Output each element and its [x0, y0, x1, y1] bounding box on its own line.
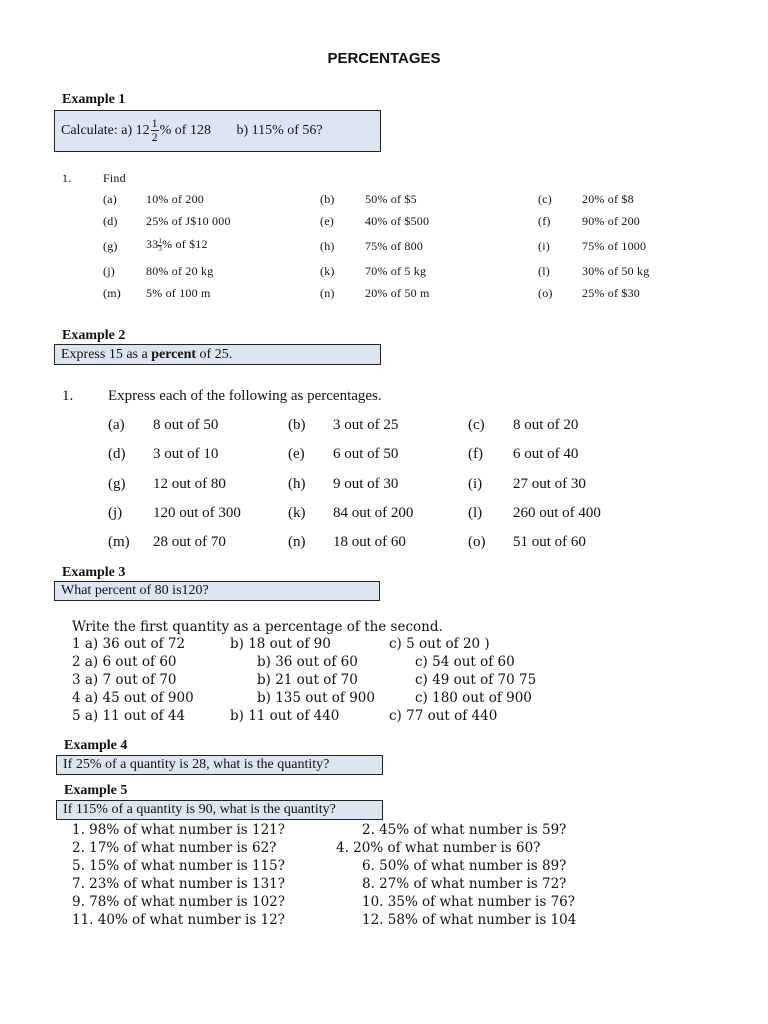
exercise-2-label: Express each of the following as percentages.: [108, 388, 382, 404]
exercise-2-item-text: 12 out of 80: [153, 476, 226, 492]
exercise-3-cell: c) 5 out of 20 ): [389, 636, 490, 652]
exercise-1-item-text: 10% of 200: [146, 192, 204, 206]
exercise-1-item-text: 20% of 50 m: [365, 286, 430, 300]
exercise-2-item-text: 18 out of 60: [333, 534, 406, 550]
exercise-2-item-text: 120 out of 300: [153, 505, 241, 521]
exercise-1-item-text: 75% of 1000: [582, 239, 647, 253]
exercise-2-item-label: (j): [108, 505, 123, 521]
example-2-text-bold: percent: [151, 347, 197, 362]
exercise-1-item-text: [146, 237, 208, 253]
exercise-3-cell: b) 21 out of 70: [257, 672, 358, 688]
exercise-1-item-label: (e): [320, 214, 334, 228]
exercise-1-item-label: (j): [103, 264, 115, 278]
page-title: PERCENTAGES: [327, 50, 441, 67]
example-1-text-b: % of 128: [159, 123, 211, 138]
exercise-1-item-text: 80% of 20 kg: [146, 264, 214, 278]
exercise-3-cell: b) 18 out of 90: [230, 636, 331, 652]
exercise-5-question: 5. 15% of what number is 115?: [72, 858, 286, 874]
exercise-2-item-label: (i): [468, 476, 483, 492]
exercise-1-item-label: (k): [320, 264, 335, 278]
item-text-a: 33: [146, 237, 159, 251]
exercise-1-item-label: (a): [103, 192, 117, 206]
example-5-box: If 115% of a quantity is 90, what is the quantity?: [56, 800, 383, 820]
exercise-2-item-label: (e): [288, 446, 305, 462]
exercise-2-item-text: 8 out of 50: [153, 417, 219, 433]
exercise-5-question: 6. 50% of what number is 89?: [362, 858, 567, 874]
exercise-2-item-text: 27 out of 30: [513, 476, 586, 492]
exercise-3-cell: 4 a) 45 out of 900: [72, 690, 194, 706]
exercise-5-question: 10. 35% of what number is 76?: [362, 894, 576, 910]
fraction-half: [151, 117, 159, 144]
exercise-3-cell: 5 a) 11 out of 44: [72, 708, 186, 724]
exercise-2-item-text: 84 out of 200: [333, 505, 414, 521]
exercise-1-item-label: (b): [320, 192, 335, 206]
exercise-3-cell: c) 54 out of 60: [415, 654, 515, 670]
exercise-1-item-text: 25% of J$10 000: [146, 214, 231, 228]
exercise-3-cell: b) 135 out of 900: [257, 690, 375, 706]
exercise-2-item-label: (h): [288, 476, 306, 492]
exercise-2-number: 1.: [62, 388, 74, 404]
exercise-5-question: 1. 98% of what number is 121?: [72, 822, 286, 838]
exercise-2-item-label: (o): [468, 534, 486, 550]
exercise-1-item-text: 20% of $8: [582, 192, 634, 206]
exercise-3-cell: 3 a) 7 out of 70: [72, 672, 177, 688]
exercise-2-item-label: (k): [288, 505, 306, 521]
fraction-denominator: 3: [158, 244, 163, 253]
exercise-5-question: 2. 17% of what number is 62?: [72, 840, 277, 856]
fraction-numerator: 1: [151, 116, 158, 131]
example-2-text-a: Express 15 as a: [61, 347, 152, 362]
exercise-1-item-label: (d): [103, 214, 118, 228]
example-4-heading: Example 4: [64, 738, 128, 753]
exercise-2-item-text: 260 out of 400: [513, 505, 601, 521]
exercise-5-question: 2. 45% of what number is 59?: [362, 822, 567, 838]
fraction-denominator: 2: [151, 130, 158, 145]
exercise-3-intro: Write the first quantity as a percentage of the second.: [72, 619, 443, 635]
exercise-1-item-label: (c): [538, 192, 552, 206]
example-4-box: If 25% of a quantity is 28, what is the quantity?: [56, 755, 383, 775]
exercise-2-item-text: 3 out of 25: [333, 417, 399, 433]
exercise-1-item-label: (f): [538, 214, 551, 228]
exercise-3-cell: b) 36 out of 60: [257, 654, 358, 670]
exercise-2-item-label: (d): [108, 446, 126, 462]
exercise-2-item-text: 3 out of 10: [153, 446, 219, 462]
exercise-1-item-text: 25% of $30: [582, 286, 640, 300]
exercise-5-question: 9. 78% of what number is 102?: [72, 894, 286, 910]
exercise-5-question: 4. 20% of what number is 60?: [336, 840, 541, 856]
example-2-box: [54, 344, 381, 365]
exercise-1-item-label: (i): [538, 239, 550, 253]
exercise-2-item-label: (b): [288, 417, 306, 433]
exercise-5-question: 12. 58% of what number is 104: [362, 912, 577, 928]
exercise-3-cell: c) 77 out of 440: [389, 708, 498, 724]
exercise-1-item-text: 40% of $500: [365, 214, 430, 228]
exercise-1-item-text: 75% of 800: [365, 239, 423, 253]
exercise-3-cell: 1 a) 36 out of 72: [72, 636, 186, 652]
exercise-5-question: 7. 23% of what number is 131?: [72, 876, 286, 892]
example-1-heading: Example 1: [62, 92, 126, 107]
exercise-2-item-label: (f): [468, 446, 483, 462]
exercise-1-label: Find: [103, 171, 126, 185]
exercise-1-item-label: (h): [320, 239, 335, 253]
example-3-box: What percent of 80 is120?: [54, 581, 380, 601]
example-2-text-b: of 25.: [196, 347, 233, 362]
exercise-2-item-text: 9 out of 30: [333, 476, 399, 492]
exercise-1-item-text: 90% of 200: [582, 214, 640, 228]
example-3-heading: Example 3: [62, 565, 126, 580]
exercise-5-question: 11. 40% of what number is 12?: [72, 912, 286, 928]
exercise-2-item-text: 6 out of 50: [333, 446, 399, 462]
exercise-1-item-text: 30% of 50 kg: [582, 264, 650, 278]
exercise-2-item-label: (a): [108, 417, 125, 433]
example-1-text-c: b) 115% of 56?: [236, 123, 323, 138]
example-2-heading: Example 2: [62, 328, 126, 343]
exercise-1-item-label: (o): [538, 286, 553, 300]
exercise-1-item-text: 50% of $5: [365, 192, 417, 206]
exercise-1-item-label: (g): [103, 239, 118, 253]
fraction-numerator: 1: [158, 236, 163, 245]
exercise-1-item-text: 5% of 100 m: [146, 286, 211, 300]
exercise-3-cell: b) 11 out of 440: [230, 708, 340, 724]
exercise-2-item-text: 8 out of 20: [513, 417, 579, 433]
exercise-2-item-text: 6 out of 40: [513, 446, 579, 462]
exercise-1-item-label: (m): [103, 286, 121, 300]
example-5-heading: Example 5: [64, 783, 128, 798]
exercise-1-item-label: (n): [320, 286, 335, 300]
example-1-box: [54, 110, 381, 152]
exercise-1-item-label: (l): [538, 264, 550, 278]
exercise-3-cell: 2 a) 6 out of 60: [72, 654, 177, 670]
exercise-2-item-label: (n): [288, 534, 306, 550]
exercise-1-number: 1.: [62, 171, 72, 185]
exercise-2-item-label: (m): [108, 534, 130, 550]
exercise-2-item-text: 28 out of 70: [153, 534, 226, 550]
exercise-1-item-text: 70% of 5 kg: [365, 264, 427, 278]
exercise-5-question: 8. 27% of what number is 72?: [362, 876, 567, 892]
exercise-2-item-text: 51 out of 60: [513, 534, 586, 550]
example-1-text-a: Calculate: a) 12: [61, 123, 150, 138]
exercise-2-item-label: (g): [108, 476, 126, 492]
exercise-3-cell: c) 49 out of 70 75: [415, 672, 537, 688]
exercise-2-item-label: (c): [468, 417, 485, 433]
exercise-3-cell: c) 180 out of 900: [415, 690, 532, 706]
item-text-b: % of $12: [162, 237, 208, 251]
exercise-2-item-label: (l): [468, 505, 483, 521]
